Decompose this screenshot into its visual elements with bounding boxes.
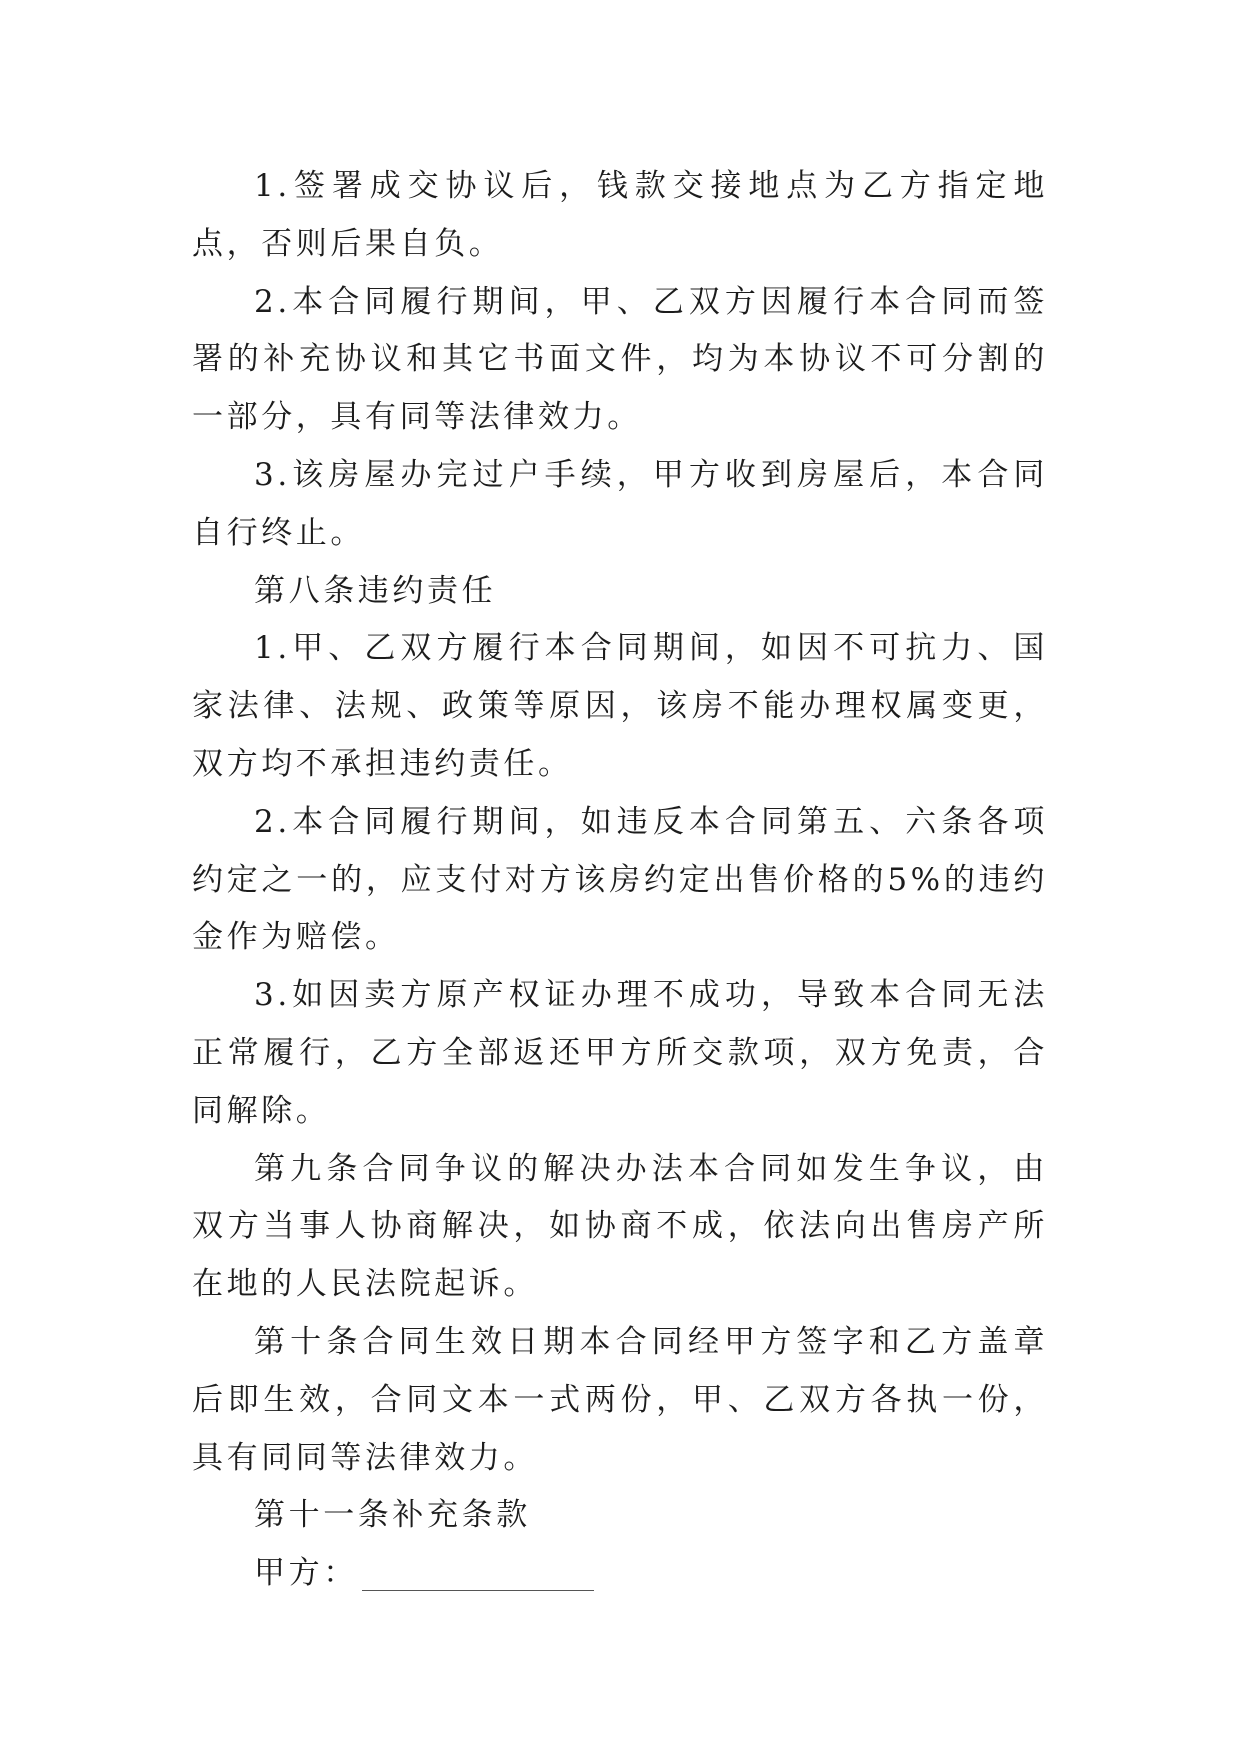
clause-paragraph: 第十条合同生效日期本合同经甲方签字和乙方盖章后即生效，合同文本一式两份，甲、乙双方各执一份，具有同同等法律效力。 <box>192 1323 1048 1476</box>
signature-row <box>192 1545 1048 1603</box>
clause-paragraph: 3.如因卖方原产权证办理不成功，导致本合同无法正常履行，乙方全部返还甲方所交款项，双方免责，合同解除。 <box>192 977 1048 1129</box>
clause-paragraph: 3.该房屋办完过户手续，甲方收到房屋后，本合同自行终止。 <box>192 456 1048 551</box>
article-heading: 第八条违约责任 <box>254 572 497 609</box>
contract-body <box>192 158 1048 1603</box>
clause-paragraph: 2.本合同履行期间，甲、乙双方因履行本合同而签署的补充协议和其它书面文件，均为本协议不可分割的一部分，具有同等法律效力。 <box>192 283 1048 436</box>
party-a-signature-line <box>362 1590 594 1591</box>
clause-paragraph: 1.甲、乙双方履行本合同期间，如因不可抗力、国家法律、法规、政策等原因，该房不能办理权属变更，双方均不承担违约责任。 <box>192 630 1048 782</box>
party-a-signature-label: 甲方： <box>254 1555 358 1592</box>
article-heading: 第十一条补充条款 <box>254 1497 531 1534</box>
clause-paragraph: 1.签署成交协议后，钱款交接地点为乙方指定地点，否则后果自负。 <box>192 168 1048 262</box>
clause-paragraph: 2.本合同履行期间，如违反本合同第五、六条各项约定之一的，应支付对方该房约定出售价格的5%的违约金作为赔偿。 <box>192 803 1048 956</box>
clause-paragraph: 第九条合同争议的解决办法本合同如发生争议，由双方当事人协商解决，如协商不成，依法向出售房产所在地的人民法院起诉。 <box>192 1150 1048 1303</box>
